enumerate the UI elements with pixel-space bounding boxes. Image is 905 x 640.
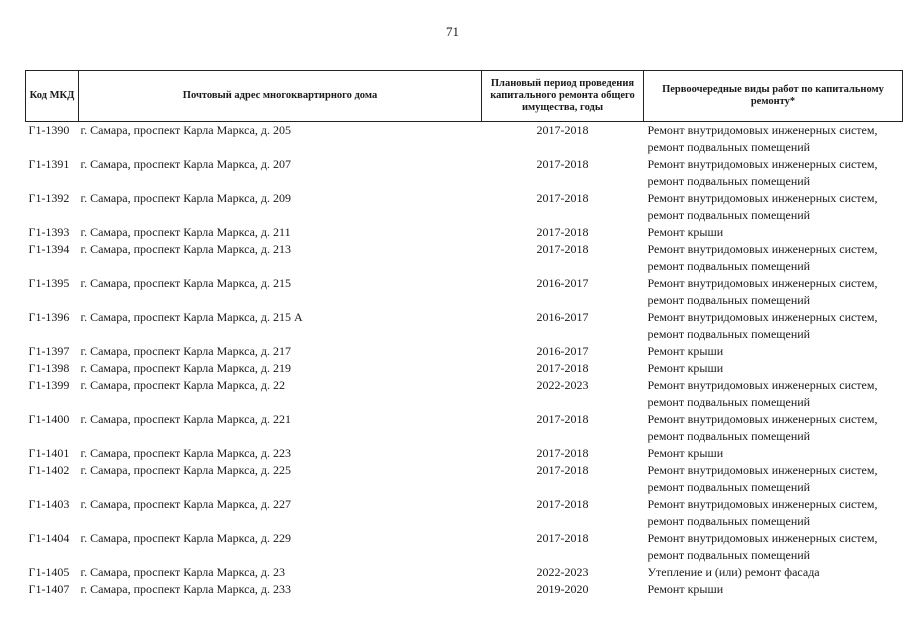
- row-address: г. Самара, проспект Карла Маркса, д. 205: [80, 123, 292, 137]
- row-code: Г1-1403: [28, 497, 70, 511]
- table-row: [26, 122, 903, 157]
- row-works: Ремонт внутридомовых инженерных систем, ремонт подвальных помещений: [647, 123, 878, 154]
- row-code: Г1-1400: [28, 412, 70, 426]
- table-row: [26, 530, 903, 564]
- row-address: г. Самара, проспект Карла Маркса, д. 207: [80, 157, 292, 171]
- row-works: Ремонт внутридомовых инженерных систем, ремонт подвальных помещений: [647, 412, 878, 443]
- table-header: [26, 71, 903, 122]
- row-period: 2017-2018: [536, 123, 589, 137]
- table-row: [26, 564, 903, 581]
- table-row: [26, 377, 903, 411]
- header-code: Код МКД: [26, 71, 79, 122]
- table-row: [26, 445, 903, 462]
- row-code: Г1-1395: [28, 276, 70, 290]
- row-code: Г1-1405: [28, 565, 70, 579]
- row-works: Ремонт крыши: [647, 344, 724, 358]
- row-period: 2017-2018: [536, 361, 589, 375]
- row-address: г. Самара, проспект Карла Маркса, д. 217: [80, 344, 292, 358]
- row-works: Ремонт внутридомовых инженерных систем, ремонт подвальных помещений: [647, 463, 878, 494]
- row-address: г. Самара, проспект Карла Маркса, д. 213: [80, 242, 292, 256]
- table-row: [26, 156, 903, 190]
- page-number: 71: [446, 24, 459, 39]
- row-works: Ремонт крыши: [647, 582, 724, 596]
- row-period: 2022-2023: [536, 378, 589, 392]
- table-row: [26, 241, 903, 275]
- row-address: г. Самара, проспект Карла Маркса, д. 229: [80, 531, 292, 545]
- table-row: [26, 224, 903, 241]
- row-period: 2017-2018: [536, 191, 589, 205]
- row-address: г. Самара, проспект Карла Маркса, д. 233: [80, 582, 292, 596]
- row-address: г. Самара, проспект Карла Маркса, д. 211: [80, 225, 291, 239]
- row-period: 2017-2018: [536, 497, 589, 511]
- table-row: [26, 581, 903, 598]
- table-row: [26, 275, 903, 309]
- header-works: Первоочередные виды работ по капитальному ремонту*: [644, 71, 903, 122]
- row-works: Ремонт внутридомовых инженерных систем, ремонт подвальных помещений: [647, 157, 878, 188]
- table-row: [26, 411, 903, 445]
- row-code: Г1-1404: [28, 531, 70, 545]
- row-period: 2016-2017: [536, 276, 589, 290]
- row-code: Г1-1402: [28, 463, 70, 477]
- row-address: г. Самара, проспект Карла Маркса, д. 225: [80, 463, 292, 477]
- row-works: Ремонт внутридомовых инженерных систем, ремонт подвальных помещений: [647, 531, 878, 562]
- row-works: Ремонт внутридомовых инженерных систем, ремонт подвальных помещений: [647, 310, 878, 341]
- row-address: г. Самара, проспект Карла Маркса, д. 221: [80, 412, 292, 426]
- row-address: г. Самара, проспект Карла Маркса, д. 215: [80, 276, 292, 290]
- row-address: г. Самара, проспект Карла Маркса, д. 227: [80, 497, 292, 511]
- row-period: 2019-2020: [536, 582, 589, 596]
- row-period: 2017-2018: [536, 531, 589, 545]
- table-row: [26, 360, 903, 377]
- row-code: Г1-1407: [28, 582, 70, 596]
- row-code: Г1-1399: [28, 378, 70, 392]
- table-row: [26, 309, 903, 343]
- row-period: 2017-2018: [536, 463, 589, 477]
- row-works: Ремонт внутридомовых инженерных систем, ремонт подвальных помещений: [647, 191, 878, 222]
- row-period: 2016-2017: [536, 344, 589, 358]
- row-period: 2016-2017: [536, 310, 589, 324]
- capital-repair-table: [25, 70, 903, 598]
- row-address: г. Самара, проспект Карла Маркса, д. 209: [80, 191, 292, 205]
- row-code: Г1-1396: [28, 310, 70, 324]
- header-address: Почтовый адрес многоквартирного дома: [79, 71, 482, 122]
- row-works: Ремонт крыши: [647, 361, 724, 375]
- row-period: 2017-2018: [536, 157, 589, 171]
- row-code: Г1-1401: [28, 446, 70, 460]
- row-address: г. Самара, проспект Карла Маркса, д. 22: [80, 378, 286, 392]
- row-address: г. Самара, проспект Карла Маркса, д. 219: [80, 361, 292, 375]
- row-period: 2022-2023: [536, 565, 589, 579]
- row-works: Ремонт крыши: [647, 446, 724, 460]
- row-code: Г1-1393: [28, 225, 70, 239]
- header-row: [26, 71, 903, 122]
- table-row: [26, 496, 903, 530]
- row-period: 2017-2018: [536, 446, 589, 460]
- row-code: Г1-1391: [28, 157, 70, 171]
- row-address: г. Самара, проспект Карла Маркса, д. 215 А: [80, 310, 303, 324]
- table-body: [26, 122, 903, 599]
- row-period: 2017-2018: [536, 225, 589, 239]
- row-period: 2017-2018: [536, 412, 589, 426]
- row-works: Ремонт внутридомовых инженерных систем, ремонт подвальных помещений: [647, 497, 878, 528]
- table-row: [26, 190, 903, 224]
- table-row: [26, 343, 903, 360]
- row-period: 2017-2018: [536, 242, 589, 256]
- row-works: Ремонт внутридомовых инженерных систем, ремонт подвальных помещений: [647, 242, 878, 273]
- row-works: Утепление и (или) ремонт фасада: [647, 565, 820, 579]
- row-code: Г1-1397: [28, 344, 70, 358]
- row-code: Г1-1390: [28, 123, 70, 137]
- header-period: Плановый период проведения капитального ремонта общего имущества, годы: [482, 71, 644, 122]
- row-works: Ремонт внутридомовых инженерных систем, ремонт подвальных помещений: [647, 276, 878, 307]
- row-code: Г1-1398: [28, 361, 70, 375]
- row-code: Г1-1392: [28, 191, 70, 205]
- row-works: Ремонт крыши: [647, 225, 724, 239]
- row-works: Ремонт внутридомовых инженерных систем, ремонт подвальных помещений: [647, 378, 878, 409]
- row-address: г. Самара, проспект Карла Маркса, д. 23: [80, 565, 286, 579]
- row-code: Г1-1394: [28, 242, 70, 256]
- table-row: [26, 462, 903, 496]
- row-address: г. Самара, проспект Карла Маркса, д. 223: [80, 446, 292, 460]
